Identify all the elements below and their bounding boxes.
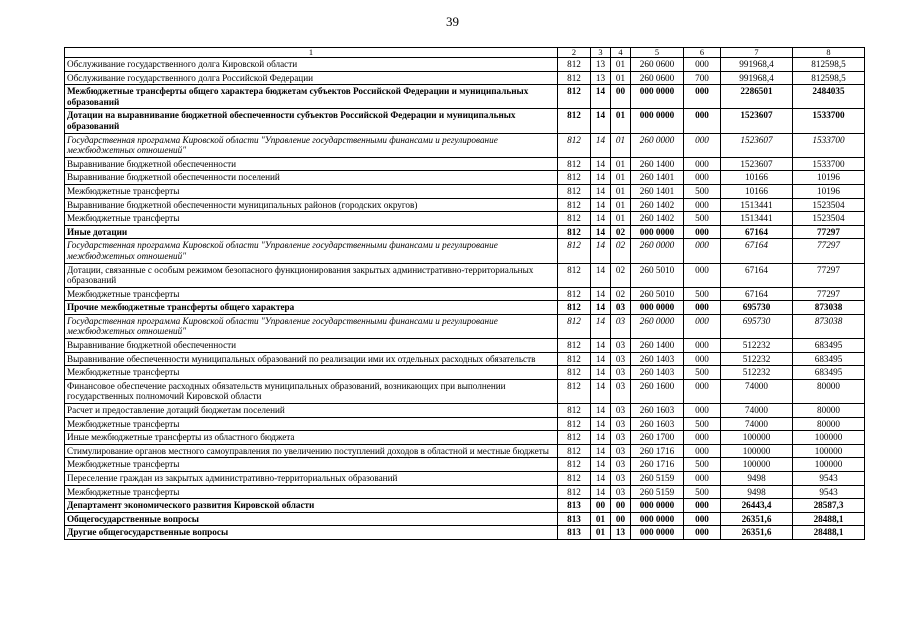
amount-year2-cell: 10196 (793, 171, 865, 185)
row-name-cell: Межбюджетные трансферты (65, 417, 558, 431)
admin-code-cell: 812 (558, 314, 591, 338)
subsection-cell: 01 (611, 171, 631, 185)
section-cell: 14 (591, 379, 611, 403)
table-row (65, 417, 865, 431)
subsection-cell: 03 (611, 352, 631, 366)
subsection-cell: 03 (611, 444, 631, 458)
amount-year1-cell: 100000 (721, 431, 793, 445)
amount-year1-cell: 67164 (721, 287, 793, 301)
target-article-cell: 260 1603 (631, 417, 684, 431)
subsection-cell: 00 (611, 85, 631, 109)
subsection-cell: 01 (611, 184, 631, 198)
admin-code-cell: 812 (558, 133, 591, 157)
section-cell: 14 (591, 431, 611, 445)
section-cell: 14 (591, 198, 611, 212)
admin-code-cell: 812 (558, 239, 591, 263)
target-article-cell: 260 1401 (631, 171, 684, 185)
amount-year2-cell: 1533700 (793, 157, 865, 171)
target-article-cell: 000 0000 (631, 301, 684, 315)
table-row (65, 109, 865, 133)
subsection-cell: 03 (611, 458, 631, 472)
subsection-cell: 03 (611, 339, 631, 353)
expense-type-cell: 500 (684, 366, 721, 380)
row-name-cell: Обслуживание государственного долга Российской Федерации (65, 71, 558, 85)
amount-year1-cell: 10166 (721, 171, 793, 185)
target-article-cell: 260 1603 (631, 404, 684, 418)
target-article-cell: 000 0000 (631, 225, 684, 239)
expense-type-cell: 500 (684, 184, 721, 198)
row-name-cell: Общегосударственные вопросы (65, 512, 558, 526)
column-header: 5 (631, 48, 684, 58)
row-name-cell: Межбюджетные трансферты (65, 458, 558, 472)
amount-year1-cell: 67164 (721, 263, 793, 287)
table-row (65, 339, 865, 353)
target-article-cell: 260 5010 (631, 263, 684, 287)
section-cell: 14 (591, 225, 611, 239)
target-article-cell: 000 0000 (631, 512, 684, 526)
expense-type-cell: 000 (684, 133, 721, 157)
row-name-cell: Иные межбюджетные трансферты из областного бюджета (65, 431, 558, 445)
amount-year2-cell: 873038 (793, 314, 865, 338)
table-row (65, 499, 865, 513)
expense-type-cell: 000 (684, 352, 721, 366)
row-name-cell: Межбюджетные трансферты (65, 485, 558, 499)
target-article-cell: 260 1700 (631, 431, 684, 445)
section-cell: 13 (591, 58, 611, 72)
amount-year2-cell: 683495 (793, 339, 865, 353)
subsection-cell: 02 (611, 239, 631, 263)
amount-year2-cell: 10196 (793, 184, 865, 198)
amount-year2-cell: 683495 (793, 352, 865, 366)
table-row (65, 171, 865, 185)
amount-year1-cell: 67164 (721, 239, 793, 263)
table-row (65, 184, 865, 198)
table-row (65, 157, 865, 171)
amount-year1-cell: 512232 (721, 366, 793, 380)
amount-year2-cell: 100000 (793, 431, 865, 445)
section-cell: 14 (591, 212, 611, 226)
section-cell: 14 (591, 472, 611, 486)
target-article-cell: 260 5159 (631, 485, 684, 499)
expense-type-cell: 500 (684, 417, 721, 431)
admin-code-cell: 812 (558, 431, 591, 445)
column-header: 1 (65, 48, 558, 58)
expense-type-cell: 500 (684, 485, 721, 499)
amount-year1-cell: 991968,4 (721, 71, 793, 85)
row-name-cell: Расчет и предоставление дотаций бюджетам поселений (65, 404, 558, 418)
amount-year2-cell: 812598,5 (793, 58, 865, 72)
section-cell: 14 (591, 263, 611, 287)
target-article-cell: 260 1401 (631, 184, 684, 198)
target-article-cell: 260 1716 (631, 458, 684, 472)
subsection-cell: 00 (611, 512, 631, 526)
amount-year1-cell: 695730 (721, 314, 793, 338)
expense-type-cell: 500 (684, 212, 721, 226)
table-row (65, 379, 865, 403)
expense-type-cell: 000 (684, 339, 721, 353)
admin-code-cell: 812 (558, 198, 591, 212)
section-cell: 14 (591, 157, 611, 171)
row-name-cell: Дотации, связанные с особым режимом безопасного функционирования закрытых административно-территориальных образований (65, 263, 558, 287)
table-row (65, 352, 865, 366)
amount-year1-cell: 1523607 (721, 109, 793, 133)
target-article-cell: 260 0000 (631, 133, 684, 157)
subsection-cell: 13 (611, 526, 631, 540)
amount-year1-cell: 10166 (721, 184, 793, 198)
table-row (65, 512, 865, 526)
row-name-cell: Переселение граждан из закрытых административно-территориальных образований (65, 472, 558, 486)
column-header: 4 (611, 48, 631, 58)
amount-year2-cell: 100000 (793, 458, 865, 472)
row-name-cell: Межбюджетные трансферты (65, 366, 558, 380)
amount-year2-cell: 100000 (793, 444, 865, 458)
subsection-cell: 00 (611, 499, 631, 513)
section-cell: 14 (591, 339, 611, 353)
expense-type-cell: 500 (684, 458, 721, 472)
subsection-cell: 03 (611, 379, 631, 403)
amount-year1-cell: 512232 (721, 352, 793, 366)
admin-code-cell: 812 (558, 171, 591, 185)
row-name-cell: Государственная программа Кировской области "Управление государственными финансами и регулирование межбюджетных отношений" (65, 314, 558, 338)
section-cell: 14 (591, 417, 611, 431)
header-row (65, 48, 865, 58)
subsection-cell: 03 (611, 472, 631, 486)
target-article-cell: 000 0000 (631, 109, 684, 133)
amount-year1-cell: 1523607 (721, 157, 793, 171)
admin-code-cell: 812 (558, 212, 591, 226)
row-name-cell: Государственная программа Кировской области "Управление государственными финансами и регулирование межбюджетных отношений" (65, 133, 558, 157)
subsection-cell: 01 (611, 157, 631, 171)
section-cell: 14 (591, 366, 611, 380)
target-article-cell: 260 0000 (631, 314, 684, 338)
amount-year2-cell: 1533700 (793, 109, 865, 133)
admin-code-cell: 812 (558, 472, 591, 486)
amount-year1-cell: 1523607 (721, 133, 793, 157)
amount-year1-cell: 74000 (721, 404, 793, 418)
admin-code-cell: 813 (558, 499, 591, 513)
section-cell: 14 (591, 184, 611, 198)
subsection-cell: 02 (611, 287, 631, 301)
amount-year1-cell: 1513441 (721, 198, 793, 212)
target-article-cell: 260 1400 (631, 339, 684, 353)
target-article-cell: 260 1403 (631, 352, 684, 366)
target-article-cell: 000 0000 (631, 85, 684, 109)
row-name-cell: Выравнивание бюджетной обеспеченности муниципальных районов (городских округов) (65, 198, 558, 212)
amount-year1-cell: 1513441 (721, 212, 793, 226)
target-article-cell: 000 0000 (631, 499, 684, 513)
admin-code-cell: 812 (558, 339, 591, 353)
expense-type-cell: 000 (684, 512, 721, 526)
amount-year1-cell: 695730 (721, 301, 793, 315)
expense-type-cell: 000 (684, 263, 721, 287)
admin-code-cell: 812 (558, 184, 591, 198)
admin-code-cell: 812 (558, 263, 591, 287)
target-article-cell: 260 5010 (631, 287, 684, 301)
row-name-cell: Иные дотации (65, 225, 558, 239)
amount-year2-cell: 9543 (793, 485, 865, 499)
amount-year1-cell: 100000 (721, 458, 793, 472)
admin-code-cell: 812 (558, 444, 591, 458)
table-body (65, 58, 865, 540)
amount-year1-cell: 26351,6 (721, 526, 793, 540)
row-name-cell: Выравнивание обеспеченности муниципальных образований по реализации ими их отдельных расходных обязательств (65, 352, 558, 366)
section-cell: 01 (591, 512, 611, 526)
expense-type-cell: 000 (684, 404, 721, 418)
expense-type-cell: 000 (684, 58, 721, 72)
expense-type-cell: 000 (684, 314, 721, 338)
expense-type-cell: 000 (684, 444, 721, 458)
section-cell: 14 (591, 171, 611, 185)
section-cell: 14 (591, 133, 611, 157)
subsection-cell: 01 (611, 58, 631, 72)
section-cell: 14 (591, 287, 611, 301)
column-header: 7 (721, 48, 793, 58)
table-row (65, 526, 865, 540)
expense-type-cell: 000 (684, 157, 721, 171)
target-article-cell: 000 0000 (631, 526, 684, 540)
table-row (65, 212, 865, 226)
subsection-cell: 02 (611, 225, 631, 239)
amount-year1-cell: 67164 (721, 225, 793, 239)
subsection-cell: 03 (611, 314, 631, 338)
target-article-cell: 260 1600 (631, 379, 684, 403)
amount-year1-cell: 2286501 (721, 85, 793, 109)
table-row (65, 431, 865, 445)
table-row (65, 485, 865, 499)
table-row (65, 58, 865, 72)
admin-code-cell: 812 (558, 379, 591, 403)
admin-code-cell: 812 (558, 485, 591, 499)
table-row (65, 225, 865, 239)
subsection-cell: 01 (611, 212, 631, 226)
amount-year2-cell: 28488,1 (793, 526, 865, 540)
amount-year1-cell: 991968,4 (721, 58, 793, 72)
section-cell: 14 (591, 404, 611, 418)
expense-type-cell: 000 (684, 239, 721, 263)
row-name-cell: Межбюджетные трансферты (65, 287, 558, 301)
amount-year1-cell: 26443,4 (721, 499, 793, 513)
row-name-cell: Межбюджетные трансферты общего характера бюджетам субъектов Российской Федерации и муниципальных образований (65, 85, 558, 109)
table-row (65, 71, 865, 85)
column-header: 2 (558, 48, 591, 58)
column-header: 8 (793, 48, 865, 58)
table-row (65, 404, 865, 418)
admin-code-cell: 812 (558, 458, 591, 472)
expense-type-cell: 000 (684, 499, 721, 513)
section-cell: 14 (591, 239, 611, 263)
admin-code-cell: 812 (558, 58, 591, 72)
table-row (65, 472, 865, 486)
admin-code-cell: 812 (558, 404, 591, 418)
subsection-cell: 03 (611, 431, 631, 445)
table-row (65, 444, 865, 458)
admin-code-cell: 812 (558, 352, 591, 366)
subsection-cell: 03 (611, 404, 631, 418)
table-row (65, 198, 865, 212)
amount-year2-cell: 80000 (793, 404, 865, 418)
table-row (65, 85, 865, 109)
row-name-cell: Дотации на выравнивание бюджетной обеспеченности субъектов Российской Федерации и муниципальных образований (65, 109, 558, 133)
expense-type-cell: 500 (684, 287, 721, 301)
admin-code-cell: 812 (558, 109, 591, 133)
row-name-cell: Департамент экономического развития Кировской области (65, 499, 558, 513)
subsection-cell: 01 (611, 71, 631, 85)
expense-type-cell: 000 (684, 301, 721, 315)
amount-year2-cell: 1523504 (793, 212, 865, 226)
expense-type-cell: 000 (684, 526, 721, 540)
row-name-cell: Другие общегосударственные вопросы (65, 526, 558, 540)
expense-type-cell: 000 (684, 198, 721, 212)
admin-code-cell: 812 (558, 417, 591, 431)
target-article-cell: 260 5159 (631, 472, 684, 486)
amount-year1-cell: 74000 (721, 379, 793, 403)
row-name-cell: Выравнивание бюджетной обеспеченности (65, 157, 558, 171)
admin-code-cell: 812 (558, 287, 591, 301)
target-article-cell: 260 1402 (631, 198, 684, 212)
section-cell: 14 (591, 301, 611, 315)
expense-type-cell: 000 (684, 225, 721, 239)
amount-year1-cell: 512232 (721, 339, 793, 353)
subsection-cell: 03 (611, 485, 631, 499)
section-cell: 14 (591, 85, 611, 109)
subsection-cell: 01 (611, 198, 631, 212)
table-row (65, 314, 865, 338)
row-name-cell: Обслуживание государственного долга Кировской области (65, 58, 558, 72)
admin-code-cell: 812 (558, 71, 591, 85)
section-cell: 14 (591, 314, 611, 338)
amount-year2-cell: 2484035 (793, 85, 865, 109)
admin-code-cell: 813 (558, 512, 591, 526)
admin-code-cell: 812 (558, 301, 591, 315)
admin-code-cell: 812 (558, 85, 591, 109)
subsection-cell: 03 (611, 417, 631, 431)
target-article-cell: 260 0000 (631, 239, 684, 263)
admin-code-cell: 813 (558, 526, 591, 540)
row-name-cell: Межбюджетные трансферты (65, 184, 558, 198)
amount-year1-cell: 100000 (721, 444, 793, 458)
section-cell: 01 (591, 526, 611, 540)
subsection-cell: 03 (611, 366, 631, 380)
row-name-cell: Межбюджетные трансферты (65, 212, 558, 226)
amount-year2-cell: 28587,3 (793, 499, 865, 513)
row-name-cell: Государственная программа Кировской области "Управление государственными финансами и регулирование межбюджетных отношений" (65, 239, 558, 263)
table-row (65, 301, 865, 315)
admin-code-cell: 812 (558, 157, 591, 171)
table-row (65, 263, 865, 287)
section-cell: 14 (591, 352, 611, 366)
section-cell: 13 (591, 71, 611, 85)
subsection-cell: 02 (611, 263, 631, 287)
amount-year2-cell: 77297 (793, 239, 865, 263)
expense-type-cell: 000 (684, 472, 721, 486)
admin-code-cell: 812 (558, 225, 591, 239)
amount-year2-cell: 77297 (793, 263, 865, 287)
target-article-cell: 260 1716 (631, 444, 684, 458)
section-cell: 14 (591, 444, 611, 458)
column-header: 3 (591, 48, 611, 58)
subsection-cell: 01 (611, 133, 631, 157)
target-article-cell: 260 1400 (631, 157, 684, 171)
expense-type-cell: 000 (684, 379, 721, 403)
amount-year2-cell: 812598,5 (793, 71, 865, 85)
column-header: 6 (684, 48, 721, 58)
row-name-cell: Выравнивание бюджетной обеспеченности (65, 339, 558, 353)
row-name-cell: Выравнивание бюджетной обеспеченности поселений (65, 171, 558, 185)
section-cell: 14 (591, 109, 611, 133)
subsection-cell: 01 (611, 109, 631, 133)
amount-year2-cell: 9543 (793, 472, 865, 486)
amount-year1-cell: 26351,6 (721, 512, 793, 526)
amount-year2-cell: 77297 (793, 225, 865, 239)
amount-year2-cell: 80000 (793, 379, 865, 403)
target-article-cell: 260 0600 (631, 71, 684, 85)
amount-year2-cell: 77297 (793, 287, 865, 301)
amount-year2-cell: 873038 (793, 301, 865, 315)
amount-year2-cell: 28488,1 (793, 512, 865, 526)
table-row (65, 239, 865, 263)
target-article-cell: 260 0600 (631, 58, 684, 72)
expense-type-cell: 000 (684, 109, 721, 133)
table-row (65, 133, 865, 157)
expense-type-cell: 700 (684, 71, 721, 85)
row-name-cell: Финансовое обеспечение расходных обязательств муниципальных образований, возникающих при выполнении государственных полномочий Кировской области (65, 379, 558, 403)
amount-year2-cell: 1533700 (793, 133, 865, 157)
expense-type-cell: 000 (684, 85, 721, 109)
subsection-cell: 03 (611, 301, 631, 315)
amount-year2-cell: 80000 (793, 417, 865, 431)
amount-year1-cell: 9498 (721, 485, 793, 499)
section-cell: 00 (591, 499, 611, 513)
target-article-cell: 260 1402 (631, 212, 684, 226)
table-row (65, 366, 865, 380)
amount-year1-cell: 74000 (721, 417, 793, 431)
target-article-cell: 260 1403 (631, 366, 684, 380)
table-row (65, 287, 865, 301)
budget-table (64, 47, 865, 540)
row-name-cell: Стимулирование органов местного самоуправления по увеличению поступлений доходов в областной и местные бюджеты (65, 444, 558, 458)
expense-type-cell: 000 (684, 171, 721, 185)
amount-year1-cell: 9498 (721, 472, 793, 486)
table-row (65, 458, 865, 472)
amount-year2-cell: 683495 (793, 366, 865, 380)
section-cell: 14 (591, 485, 611, 499)
section-cell: 14 (591, 458, 611, 472)
page-number: 39 (446, 14, 459, 29)
expense-type-cell: 000 (684, 431, 721, 445)
admin-code-cell: 812 (558, 366, 591, 380)
row-name-cell: Прочие межбюджетные трансферты общего характера (65, 301, 558, 315)
amount-year2-cell: 1523504 (793, 198, 865, 212)
